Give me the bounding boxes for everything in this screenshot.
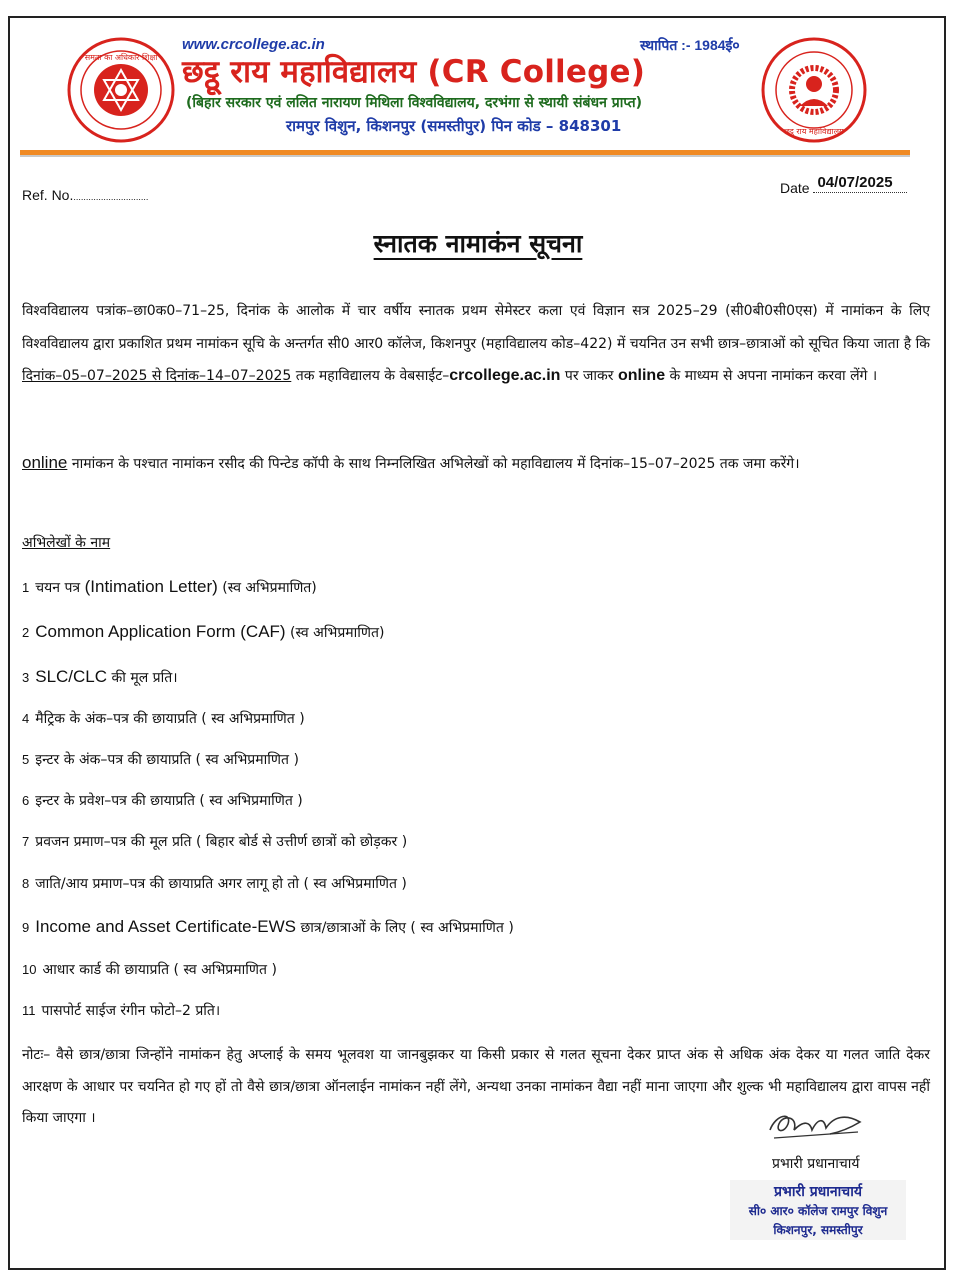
document-item — [22, 709, 305, 728]
document-number: 10 — [22, 962, 37, 977]
document-number: 1 — [22, 580, 30, 595]
notice-note: नोटः– वैसे छात्र/छात्रा जिन्होंने नामांकन हेतु अप्लाई के समय भूलवश या जानबुझकर या किसी प्रकार से गलत सूचना देकर प्राप्त अंक से अधिक अंक देकर या गलत जाति देकर आरक्षण के आधार पर चयनित हो गए हों तो वैसे छात्र/छात्रा ऑनलाईन नामांकन नहीं लेंगे, अन्यथा उनका नामांकन वैद्या नहीं माना जाएगा और शुल्क भी महाविद्यालय द्वारा वापस नहीं किया जाएगा । — [22, 1047, 930, 1126]
documents-heading: अभिलेखों के नाम — [22, 535, 111, 551]
document-text-b: (स्व अभिप्रमाणित) — [285, 625, 385, 641]
document-item — [22, 577, 317, 597]
document-number: 8 — [22, 876, 30, 891]
established-year: स्थापित :- 1984ई० — [640, 37, 740, 53]
college-seal-icon — [760, 36, 868, 144]
document-item — [22, 667, 178, 687]
stamp-line-3: किशनपुर, समस्तीपुर — [773, 1223, 863, 1237]
college-emblem-icon — [66, 36, 176, 144]
document-text-en: Common Application Form (CAF) — [35, 622, 286, 641]
document-item — [22, 832, 407, 851]
notice-paragraph-1 — [22, 295, 930, 393]
para1-website[interactable]: crcollege.ac.in — [449, 367, 561, 384]
document-number: 11 — [22, 1003, 36, 1018]
para1-text-a: विश्वविद्यालय पत्रांक–छा0क0–71–25, दिनांक के आलोक में चार वर्षीय स्नातक प्रथम सेमेस्टर कला एवं विज्ञान सत्र 2025–29 (सी0बी0सी0एस) में नामांकन के लिए विश्वविद्यालय द्वारा प्रकाशित प्रथम नामांकन सूचि के अन्तर्गत सी0 आर0 कॉलेज, किशनपुर (महाविद्यालय कोड–422) में चयनित उन सभी छात्र–छात्राओं को सूचित किया जाता है कि — [22, 303, 930, 352]
college-name: छट्ठू राय महाविद्यालय (CR College) — [182, 54, 646, 90]
document-item — [22, 1001, 220, 1020]
para2-online: online — [22, 453, 68, 472]
para1-text-d: के माध्यम से अपना नामांकन करवा लेंगे । — [665, 368, 878, 384]
para2-text: नामांकन के पश्चात नामांकन रसीद की पिन्टेड कॉपी के साथ निम्नलिखित अभिलेखों को महाविद्यालय में दिनांक–15–07–2025 तक जमा करेंगे। — [67, 456, 800, 472]
document-text: आधार कार्ड की छायाप्रति ( स्व अभिप्रमाणित ) — [42, 962, 277, 978]
document-text: मैट्रिक के अंक–पत्र की छायाप्रति ( स्व अभिप्रमाणित ) — [35, 711, 305, 727]
document-item — [22, 917, 514, 937]
document-text: जाति/आय प्रमाण–पत्र की छायाप्रति अगर लागू हो तो ( स्व अभिप्रमाणित ) — [35, 876, 407, 892]
document-text: पासपोर्ट साईज रंगीन फोटो–2 प्रति। — [41, 1003, 221, 1019]
document-text-b: की मूल प्रति। — [107, 670, 178, 686]
document-item — [22, 750, 299, 769]
document-item — [22, 960, 277, 979]
document-text-en: SLC/CLC — [35, 667, 108, 686]
document-number: 7 — [22, 834, 30, 849]
document-text: प्रवजन प्रमाण–पत्र की मूल प्रति ( बिहार बोर्ड से उत्तीर्ण छात्रों को छोड़कर ) — [35, 834, 408, 850]
stamp-line-2: सी० आर० कॉलेज रामपुर विशुन — [748, 1204, 888, 1218]
ref-label: Ref. No. — [22, 187, 74, 203]
admission-date-range: दिनांक–05–07–2025 से दिनांक–14–07–2025 — [22, 368, 292, 384]
seal-text: छट्ठू राय महाविद्यालय — [784, 127, 844, 136]
ref-dots: .............................. — [73, 192, 149, 202]
document-text: इन्टर के प्रवेश–पत्र की छायाप्रति ( स्व अभिप्रमाणित ) — [35, 793, 303, 809]
affiliation-line: (बिहार सरकार एवं ललित नारायण मिथिला विश्वविद्यालय, दरभंगा से स्थायी संबंधन प्राप्त) — [186, 95, 643, 111]
document-item — [22, 791, 303, 810]
notice-title-wrap — [0, 226, 956, 260]
document-text-en: Income and Asset Certificate-EWS — [35, 917, 297, 936]
para1-online: online — [617, 367, 666, 384]
document-text-en: (Intimation Letter) — [84, 577, 218, 596]
document-number: 3 — [22, 670, 30, 685]
para1-text-c: पर जाकर — [560, 368, 618, 384]
document-number: 5 — [22, 752, 30, 767]
signature-icon — [764, 1100, 874, 1144]
header-divider — [20, 150, 910, 155]
ref-number — [22, 187, 148, 203]
date-label: Date — [780, 180, 810, 196]
notice-title: स्नातक नामाकंन सूचना — [373, 229, 583, 258]
emblem-text: समता का अधिकार शिक्षा — [84, 53, 158, 62]
document-text: चयन पत्र — [35, 580, 85, 596]
document-item — [22, 622, 385, 642]
document-item — [22, 874, 407, 893]
college-address: रामपुर विशुन, किशनपुर (समस्तीपुर) पिन कोड – 848301 — [286, 117, 622, 135]
notice-paragraph-2 — [22, 447, 930, 481]
stamp-line-1: प्रभारी प्रधानाचार्य — [774, 1184, 862, 1200]
document-text: इन्टर के अंक–पत्र की छायाप्रति ( स्व अभिप्रमाणित ) — [35, 752, 299, 768]
document-number: 6 — [22, 793, 30, 808]
document-text-b: (स्व अभिप्रमाणित) — [217, 580, 317, 596]
document-number: 4 — [22, 711, 30, 726]
principal-stamp — [730, 1180, 906, 1240]
document-number: 9 — [22, 920, 30, 935]
document-text-b: छात्र/छात्राओं के लिए ( स्व अभिप्रमाणित ) — [296, 920, 514, 936]
date-field — [780, 174, 907, 197]
principal-designation: प्रभारी प्रधानाचार्य — [772, 1156, 860, 1172]
para1-text-b: तक महाविद्यालय के वेबसाईट– — [291, 368, 450, 384]
document-number: 2 — [22, 625, 30, 640]
date-value: 04/07/2025 — [813, 174, 906, 193]
college-website[interactable]: www.crcollege.ac.in — [182, 36, 325, 53]
